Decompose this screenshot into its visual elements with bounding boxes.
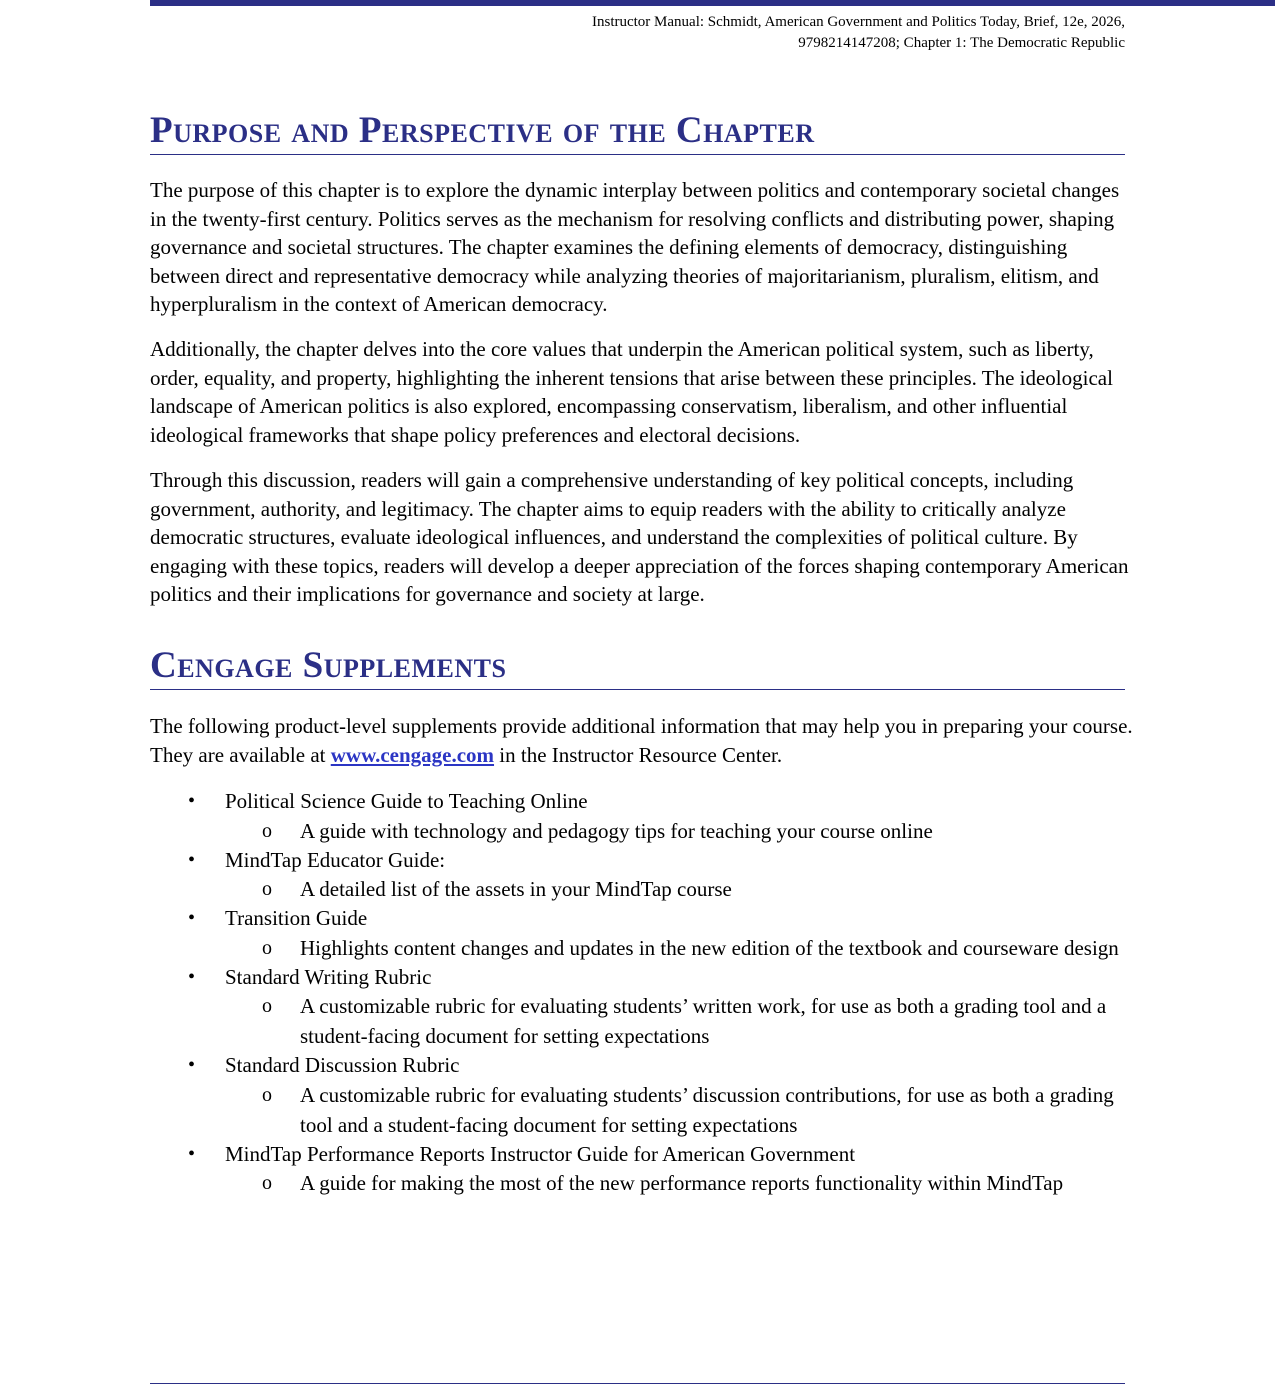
bullet-icon: •: [188, 907, 196, 929]
cengage-link[interactable]: www.cengage.com: [330, 742, 495, 767]
supplement-item: [150, 846, 1125, 905]
sub-bullet-icon: o: [262, 936, 272, 959]
supplement-description: o A detailed list of the assets in your MindTap course: [150, 874, 1125, 904]
supplement-title: Political Science Guide to Teaching Online: [225, 789, 588, 813]
supplement-item: [150, 1140, 1125, 1199]
supplement-title: MindTap Educator Guide:: [225, 847, 446, 872]
sub-bullet-icon: o: [262, 819, 272, 842]
supplement-description: o A guide with technology and pedagogy tips for teaching your course online: [150, 816, 1125, 846]
sub-bullet-icon: o: [262, 878, 272, 900]
section-heading-supplements: Cengage Supplements: [150, 645, 1125, 690]
supplement-description: o Highlights content changes and updates in the new edition of the textbook and courseware design: [150, 933, 1125, 963]
purpose-paragraph-3: Through this discussion, readers will gain a comprehensive understanding of key political concepts, including government, authority, and legitimacy. The chapter aims to equip readers with the ability to critically analyze democratic structures, evaluate ideological influences, and understand the complexities of political culture. By engaging with these topics, readers will develop a deeper appreciation of the forces shaping contemporary American politics and their implications for governance and society at large.: [150, 468, 1129, 606]
running-header-line-1: Instructor Manual: Schmidt, American Government and Politics Today, Brief, 12e, 2026,: [591, 14, 1125, 30]
supplements-intro: [150, 712, 1135, 769]
supplement-title: MindTap Performance Reports Instructor Guide for American Government: [225, 1141, 856, 1166]
bullet-icon: •: [188, 790, 196, 812]
purpose-paragraph-2: Additionally, the chapter delves into the core values that underpin the American political system, such as liberty, order, equality, and property, highlighting the inherent tensions that arise between these principles. The ideological landscape of American politics is also explored, encompassing conservatism, liberalism, and other influential ideological frameworks that shape policy preferences and electoral decisions.: [150, 337, 1113, 447]
bullet-icon: •: [188, 965, 196, 988]
supplements-intro-text: The following product-level supplements provide additional information that may help you in preparing your course. They are available at: [150, 714, 1133, 767]
bullet-icon: •: [188, 848, 196, 871]
supplements-list: [150, 787, 1125, 1198]
supplement-title: Transition Guide: [225, 906, 368, 930]
supplement-item: [150, 1051, 1125, 1140]
supplement-item: [150, 904, 1125, 963]
supplement-description: o A customizable rubric for evaluating students’ discussion contributions, for use as both a grading tool and a student-facing document for setting expectations: [150, 1080, 1125, 1140]
supplement-item: [150, 787, 1125, 846]
supplement-title: Standard Discussion Rubric: [225, 1053, 460, 1077]
bullet-icon: •: [188, 1054, 196, 1076]
supplement-title: Standard Writing Rubric: [225, 964, 432, 989]
bullet-icon: •: [188, 1142, 196, 1165]
supplements-intro-text-end: in the Instructor Resource Center.: [494, 742, 783, 767]
supplement-item: [150, 963, 1125, 1052]
section-heading-purpose: Purpose and Perspective of the Chapter: [150, 110, 1125, 155]
supplement-description: o A guide for making the most of the new performance reports functionality within MindTap: [150, 1168, 1125, 1198]
footer-rule: [150, 1383, 1125, 1384]
sub-bullet-icon: o: [262, 995, 272, 1017]
header-accent-bar: [150, 0, 1275, 6]
sub-bullet-icon: o: [262, 1083, 272, 1106]
supplement-description: o A customizable rubric for evaluating students’ written work, for use as both a grading tool and a student-facing document for setting expectations: [150, 991, 1125, 1051]
purpose-paragraph-1: The purpose of this chapter is to explore the dynamic interplay between politics and contemporary societal changes in the twenty-first century. Politics serves as the mechanism for resolving conflicts and distributing power, shaping governance and societal structures. The chapter examines the defining elements of democracy, distinguishing between direct and representative democracy while analyzing theories of majoritarianism, pluralism, elitism, and hyperpluralism in the context of American democracy.: [150, 178, 1120, 316]
sub-bullet-icon: o: [262, 1172, 272, 1194]
running-header-line-2: 9798214147208; Chapter 1: The Democratic Republic: [798, 35, 1125, 51]
running-header: [150, 12, 1125, 54]
